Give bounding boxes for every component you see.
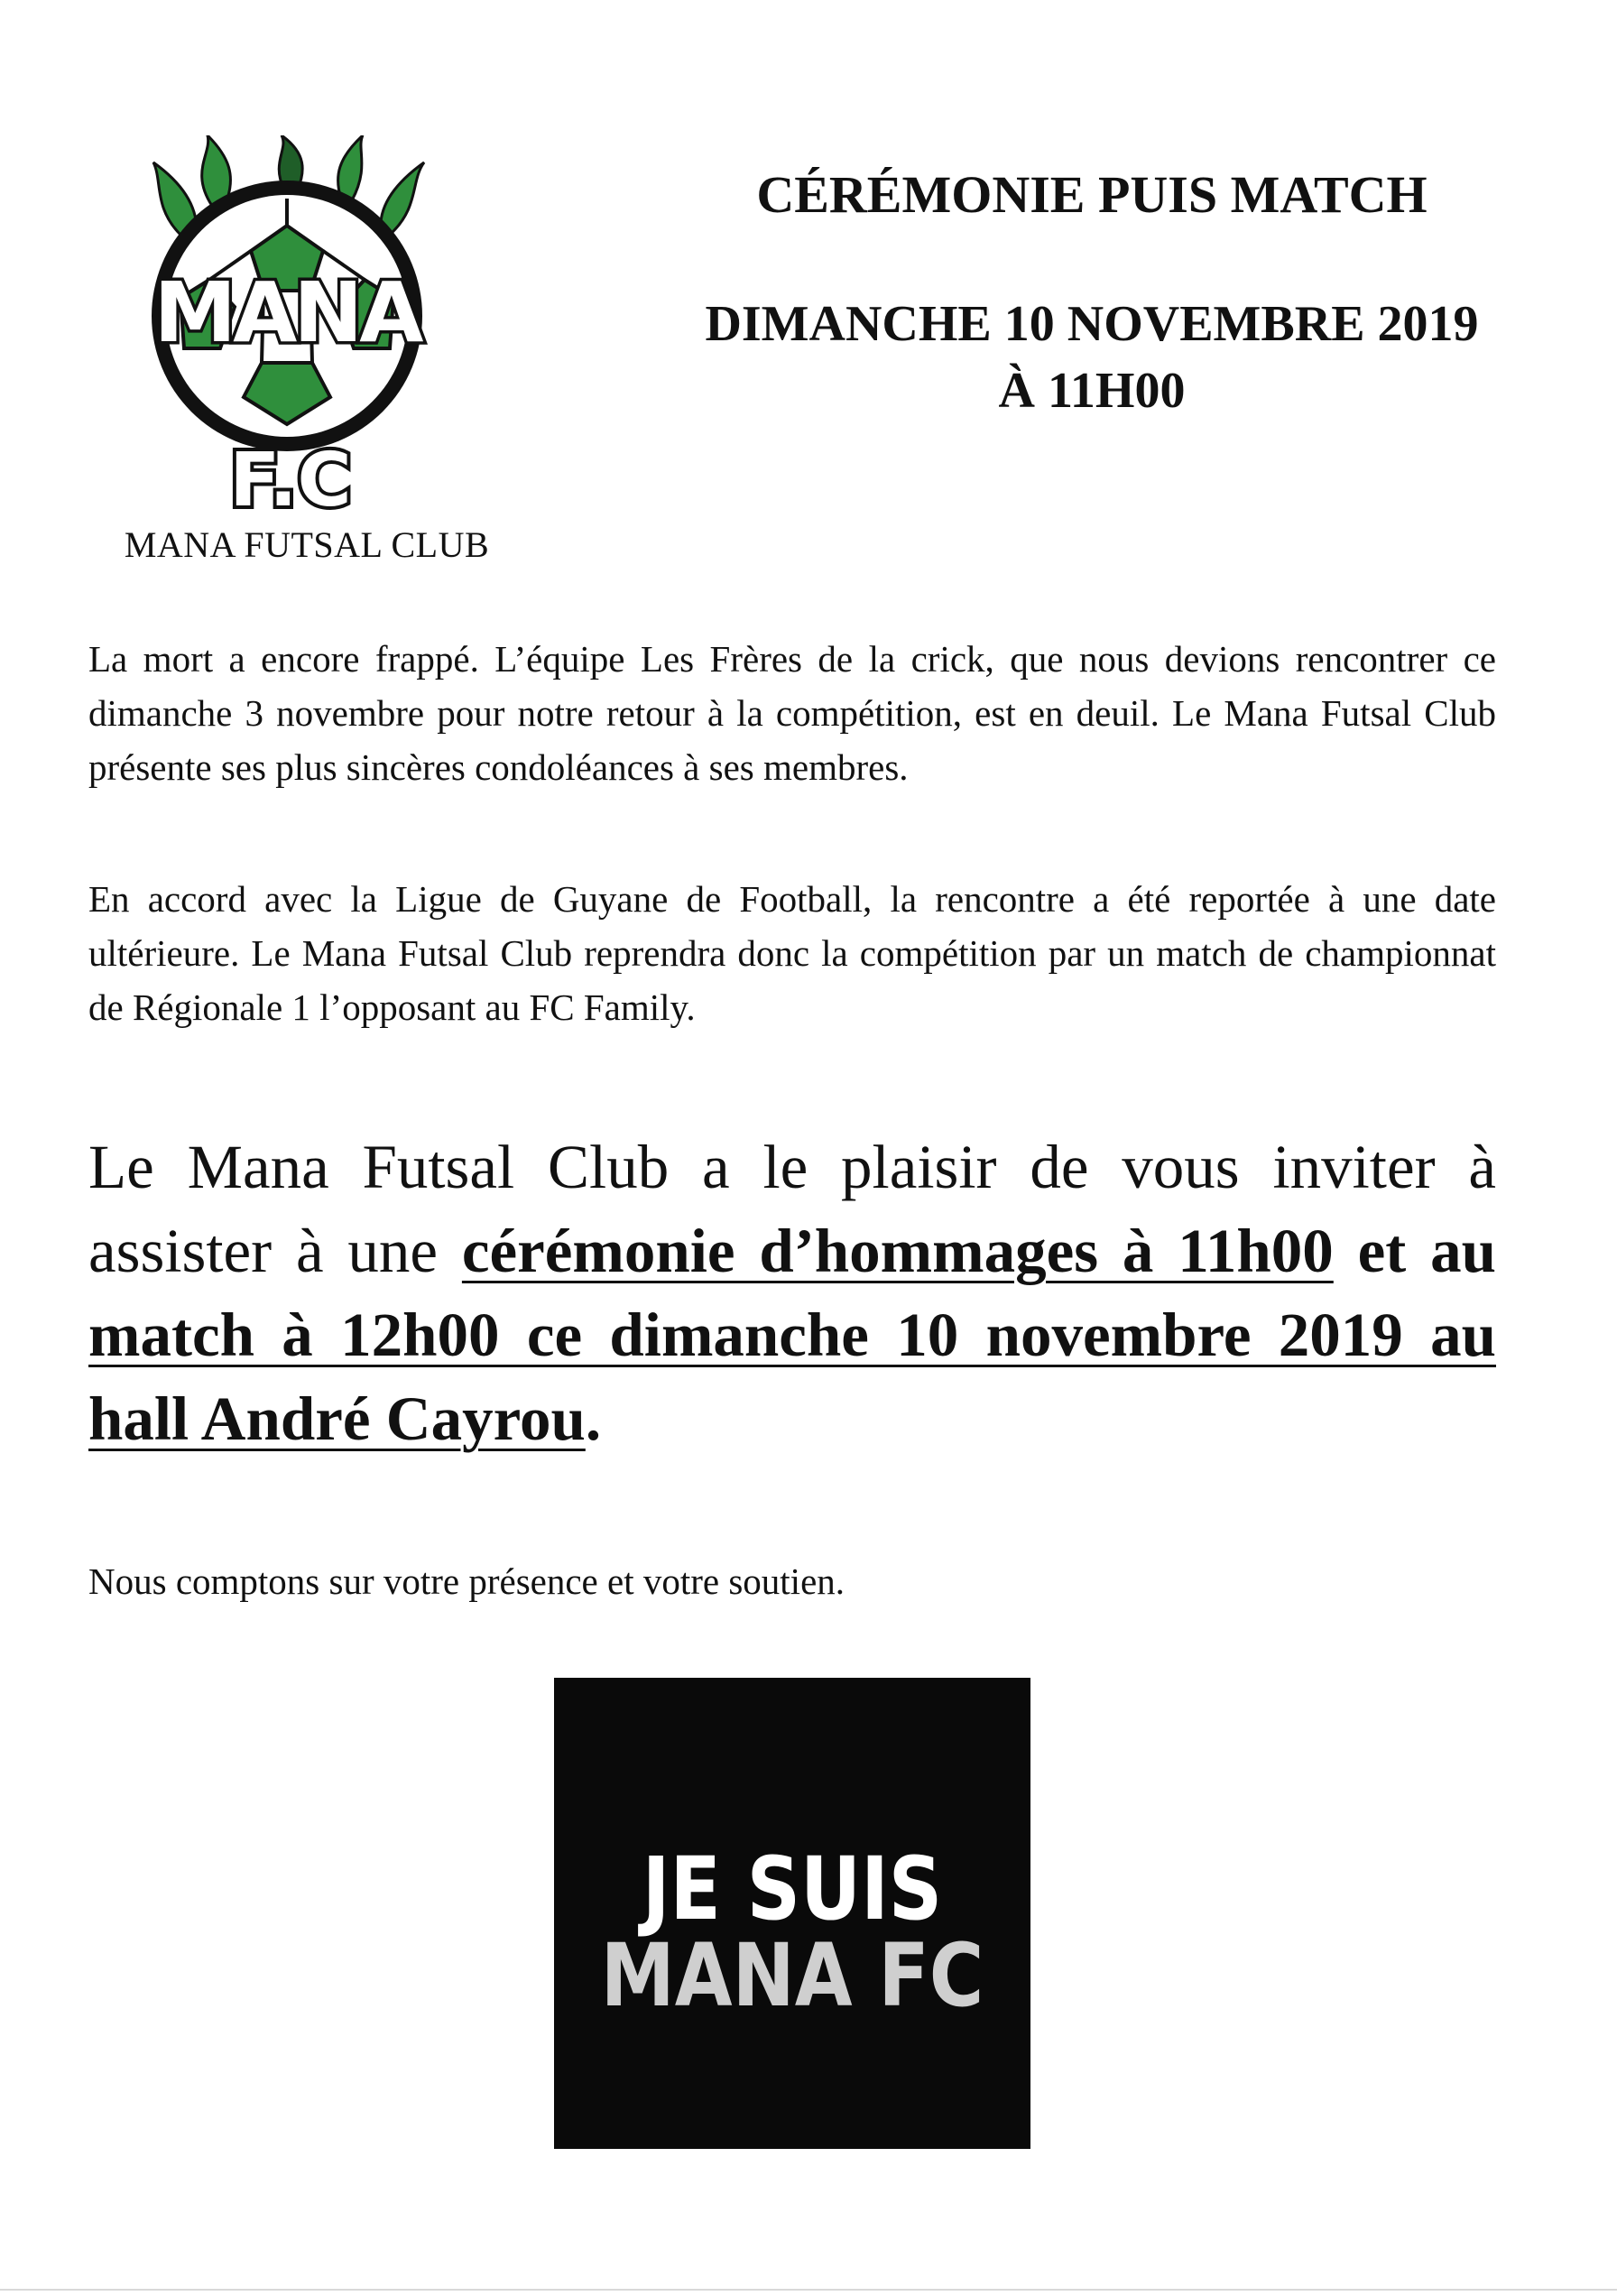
page-bottom-edge [0,2289,1617,2291]
badge-line-2: MANA FC [600,1925,984,2026]
ceremony-highlight: cérémonie d’hommages à 11h00 [461,1217,1334,1285]
page-title: CÉRÉMONIE PUIS MATCH [756,165,1428,224]
closing-sentence: Nous comptons sur votre présence et votre soutien. [88,1560,845,1602]
invitation-and: et au [1333,1217,1496,1285]
invitation-intro: Le Mana Futsal Club a le plaisir de vous inviter à assister à une [88,1133,1496,1285]
event-date-line: DIMANCHE 10 NOVEMBRE 2019 [705,296,1479,352]
soccer-ball-logo-icon [126,135,451,532]
club-logo [126,135,451,532]
logo-wordmark: MANA [153,264,420,361]
je-suis-mana-fc-badge [554,1678,1030,2149]
club-caption: MANA FUTSAL CLUB [124,524,490,565]
event-time-line: À 11H00 [998,363,1186,419]
condolence-paragraph: La mort a encore frappé. L’équipe Les Frères de la crick, que nous devions rencontrer ce dimanche 3 novembre pour notre retour à la compétition, est en deuil. Le Mana Futsal Club présente ses plus sincères condoléances à ses membres. [88,638,1496,788]
match-highlight: match à 12h00 ce dimanche 10 novembre 2019 au hall André Cayrou [88,1301,1496,1453]
event-date [632,291,1552,424]
invitation-paragraph [88,1125,1496,1461]
invitation-end: . [585,1384,602,1453]
logo-subtext: F.C [229,438,352,523]
badge-line-1: JE SUIS [642,1838,943,1940]
postponement-paragraph: En accord avec la Ligue de Guyane de Football, la rencontre a été reportée à une date ultérieure. Le Mana Futsal Club reprendra donc la compétition par un match de championnat de Régionale 1 l’opposant au FC Family. [88,878,1496,1028]
